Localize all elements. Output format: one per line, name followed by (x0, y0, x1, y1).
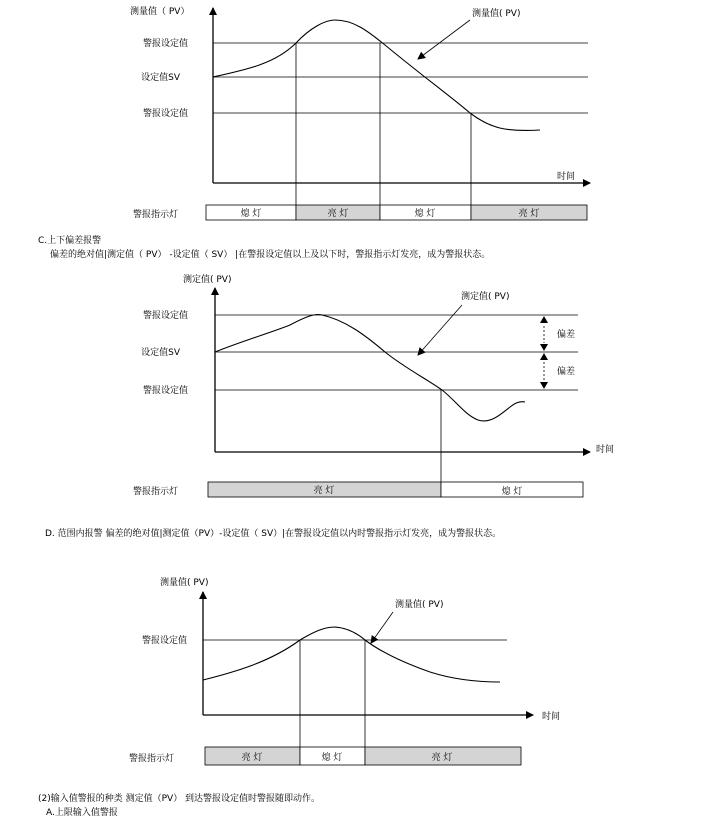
d2-deviation-arrow-down-icon (540, 382, 548, 389)
section-2-title: (2)输入值警报的种类 测定值（PV） 到达警报设定值时警报随即动作。 (38, 794, 321, 804)
d1-pv-arrow (418, 20, 470, 59)
d1-row-label-alarm-low: 警报设定值 (142, 109, 188, 119)
d2-deviation-arrow-up-icon (540, 316, 548, 323)
d1-pv-annotation: 测量值( PV) (472, 9, 521, 19)
d3-lamp-text: 亮 灯 (431, 753, 453, 763)
diagram-3 (129, 576, 560, 765)
d2-row-label-alarm-low: 警报设定值 (142, 386, 188, 396)
d1-row-label-sv: 设定值SV (141, 73, 180, 83)
d1-row-label-alarm-high: 警报设定值 (142, 39, 188, 49)
d3-pv-curve (203, 627, 500, 682)
diagram-2 (133, 273, 614, 497)
diagram-1 (130, 5, 590, 220)
d2-row-label-alarm-high: 警报设定值 (142, 311, 188, 321)
d1-pv-curve (213, 20, 540, 130)
section-c-description: 偏差的绝对值|测定值（ PV） -设定值（ SV） |在警报设定值以上及以下时，警报指示灯发亮，成为警报状态。 (50, 250, 491, 260)
d2-lamp-text: 亮 灯 (313, 486, 335, 496)
d3-lamp-text: 亮 灯 (241, 753, 263, 763)
d2-row-label-sv: 设定值SV (141, 348, 180, 358)
d1-lamp-text: 熄 灯 (240, 209, 262, 219)
d3-pv-arrow (371, 612, 393, 643)
d1-lamp-text: 熄 灯 (414, 209, 436, 219)
d3-y-axis-title: 测量值( PV) (160, 578, 209, 588)
d3-lamp-label: 警报指示灯 (129, 754, 175, 764)
d3-row-label-alarm: 警报设定值 (141, 636, 187, 646)
d2-pv-curve (215, 314, 525, 420)
d2-lamp-text: 熄 灯 (501, 487, 523, 497)
section-2-subtitle: A.上限输入值警报 (46, 808, 118, 818)
section-d-description: D. 范围内报警 偏差的绝对值|测定值（PV）-设定值（ SV）|在警报设定值以内时警报指示灯发亮，成为警报状态。 (45, 529, 502, 539)
d1-lamp-label: 警报指示灯 (133, 210, 179, 220)
d2-pv-annotation: 测定值( PV) (461, 292, 510, 302)
d1-lamp-text: 亮 灯 (327, 209, 349, 219)
d2-deviation-label: 偏差 (557, 330, 576, 340)
d2-lamp-label: 警报指示灯 (133, 487, 179, 497)
d3-pv-annotation: 测量值( PV) (395, 600, 444, 610)
d2-deviation-arrow-down-icon (540, 344, 548, 351)
d2-x-axis-label: 时间 (596, 445, 615, 455)
section-c-title: C.上下偏差报警 (38, 236, 102, 246)
d2-y-axis-title: 测定值( PV) (183, 275, 232, 285)
d3-lamp-text: 熄 灯 (321, 753, 343, 763)
d3-x-axis-label: 时间 (542, 712, 561, 722)
d2-deviation-label: 偏差 (557, 367, 576, 377)
d1-y-axis-title: 测量值（ PV） (130, 7, 190, 17)
d2-deviation-arrow-up-icon (540, 353, 548, 360)
d1-x-axis-label: 时间 (557, 172, 576, 182)
d1-lamp-text: 亮 灯 (518, 209, 540, 219)
d2-pv-arrow (418, 305, 462, 355)
